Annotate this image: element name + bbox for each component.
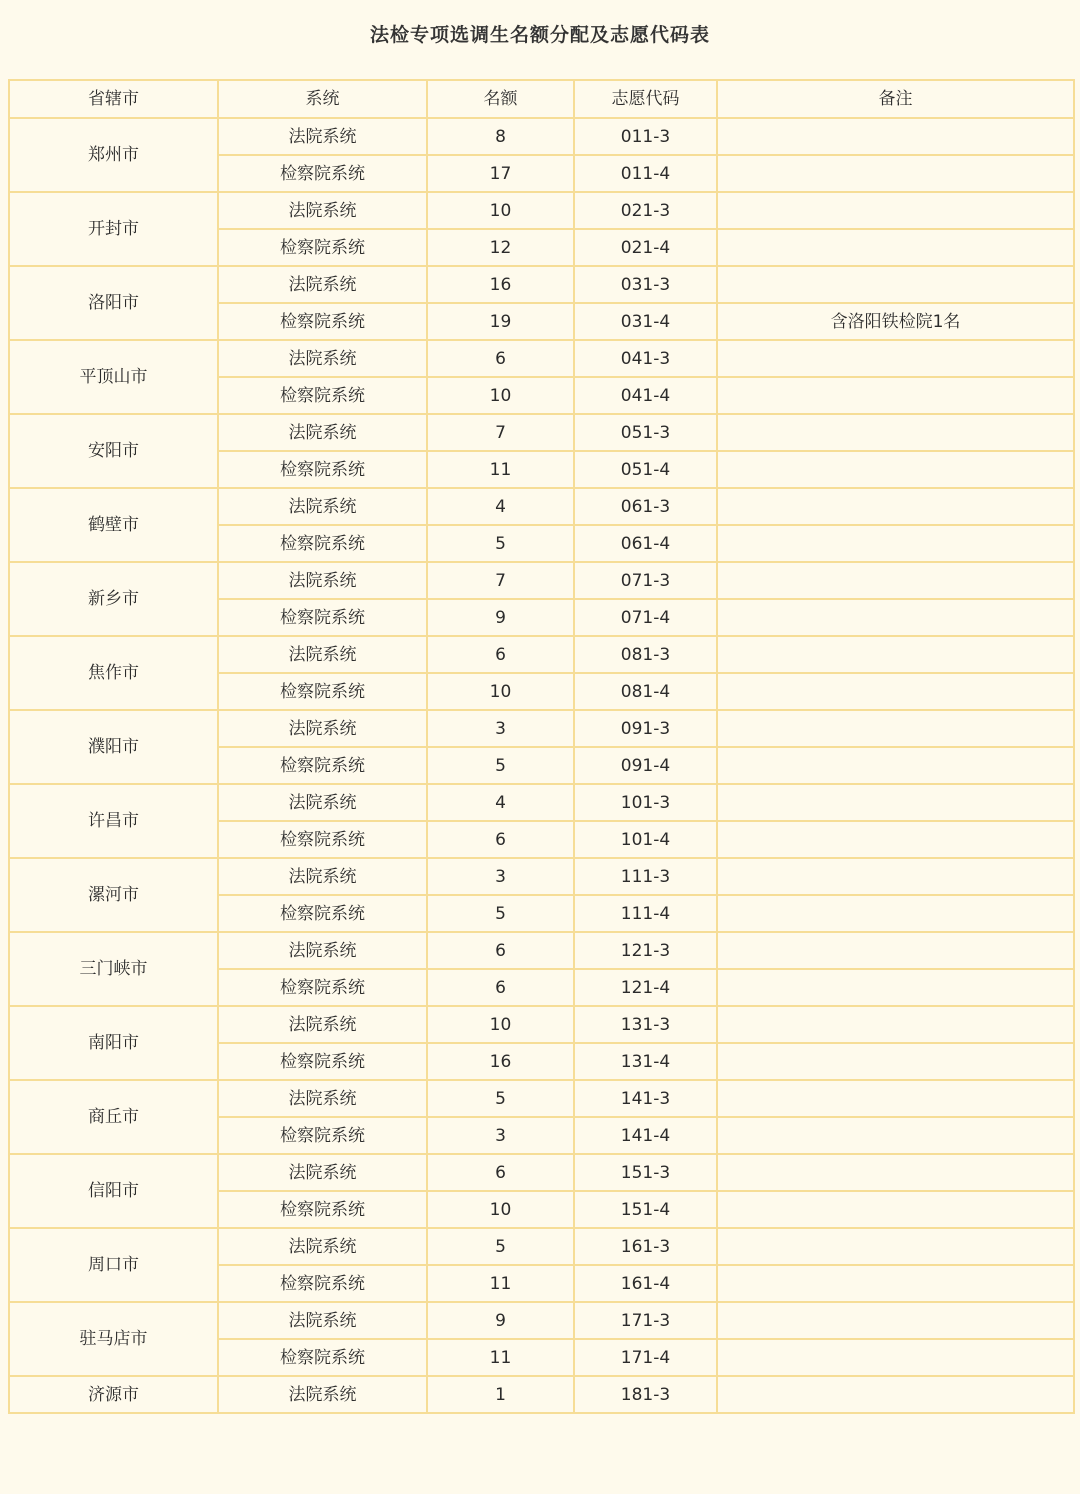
note-cell — [717, 340, 1074, 377]
quota-cell: 17 — [427, 155, 574, 192]
note-cell — [717, 1376, 1074, 1413]
note-cell — [717, 710, 1074, 747]
system-cell: 法院系统 — [218, 118, 427, 155]
quota-cell: 12 — [427, 229, 574, 266]
code-cell: 121-4 — [574, 969, 717, 1006]
table-row — [9, 1080, 1074, 1117]
system-cell: 法院系统 — [218, 784, 427, 821]
system-cell: 法院系统 — [218, 932, 427, 969]
code-cell: 031-3 — [574, 266, 717, 303]
quota-cell: 10 — [427, 377, 574, 414]
quota-cell: 8 — [427, 118, 574, 155]
city-cell: 济源市 — [9, 1376, 218, 1413]
quota-cell: 4 — [427, 784, 574, 821]
table-row — [9, 636, 1074, 673]
table-row — [9, 1154, 1074, 1191]
system-cell: 法院系统 — [218, 1376, 427, 1413]
system-cell: 检察院系统 — [218, 821, 427, 858]
quota-cell: 1 — [427, 1376, 574, 1413]
code-cell: 061-4 — [574, 525, 717, 562]
quota-cell: 5 — [427, 525, 574, 562]
header-city: 省辖市 — [9, 80, 218, 118]
note-cell — [717, 636, 1074, 673]
table-row — [9, 192, 1074, 229]
system-cell: 法院系统 — [218, 1006, 427, 1043]
system-cell: 检察院系统 — [218, 599, 427, 636]
quota-cell: 4 — [427, 488, 574, 525]
table-row — [9, 266, 1074, 303]
note-cell — [717, 377, 1074, 414]
quota-table — [8, 79, 1075, 1414]
system-cell: 法院系统 — [218, 562, 427, 599]
note-cell — [717, 747, 1074, 784]
note-cell: 含洛阳铁检院1名 — [717, 303, 1074, 340]
table-row — [9, 488, 1074, 525]
city-cell: 漯河市 — [9, 858, 218, 932]
code-cell: 121-3 — [574, 932, 717, 969]
code-cell: 021-3 — [574, 192, 717, 229]
note-cell — [717, 1191, 1074, 1228]
system-cell: 法院系统 — [218, 1080, 427, 1117]
header-code: 志愿代码 — [574, 80, 717, 118]
system-cell: 检察院系统 — [218, 747, 427, 784]
city-cell: 驻马店市 — [9, 1302, 218, 1376]
code-cell: 081-3 — [574, 636, 717, 673]
system-cell: 法院系统 — [218, 266, 427, 303]
code-cell: 161-4 — [574, 1265, 717, 1302]
quota-cell: 7 — [427, 414, 574, 451]
system-cell: 检察院系统 — [218, 1339, 427, 1376]
system-cell: 检察院系统 — [218, 969, 427, 1006]
code-cell: 151-3 — [574, 1154, 717, 1191]
note-cell — [717, 488, 1074, 525]
code-cell: 011-3 — [574, 118, 717, 155]
system-cell: 检察院系统 — [218, 377, 427, 414]
quota-cell: 5 — [427, 895, 574, 932]
system-cell: 检察院系统 — [218, 895, 427, 932]
code-cell: 091-3 — [574, 710, 717, 747]
quota-cell: 9 — [427, 1302, 574, 1339]
header-quota: 名额 — [427, 80, 574, 118]
city-cell: 周口市 — [9, 1228, 218, 1302]
system-cell: 法院系统 — [218, 858, 427, 895]
header-row — [9, 80, 1074, 118]
city-cell: 许昌市 — [9, 784, 218, 858]
quota-cell: 16 — [427, 266, 574, 303]
system-cell: 法院系统 — [218, 488, 427, 525]
note-cell — [717, 1265, 1074, 1302]
note-cell — [717, 1043, 1074, 1080]
system-cell: 检察院系统 — [218, 1191, 427, 1228]
quota-cell: 3 — [427, 858, 574, 895]
system-cell: 法院系统 — [218, 1302, 427, 1339]
city-cell: 焦作市 — [9, 636, 218, 710]
city-cell: 信阳市 — [9, 1154, 218, 1228]
code-cell: 131-3 — [574, 1006, 717, 1043]
note-cell — [717, 1154, 1074, 1191]
note-cell — [717, 155, 1074, 192]
quota-cell: 6 — [427, 340, 574, 377]
quota-cell: 10 — [427, 1191, 574, 1228]
city-cell: 洛阳市 — [9, 266, 218, 340]
system-cell: 法院系统 — [218, 414, 427, 451]
quota-cell: 5 — [427, 1080, 574, 1117]
note-cell — [717, 858, 1074, 895]
quota-cell: 6 — [427, 932, 574, 969]
code-cell: 141-4 — [574, 1117, 717, 1154]
table-row — [9, 1228, 1074, 1265]
table-row — [9, 1376, 1074, 1413]
note-cell — [717, 192, 1074, 229]
table-row — [9, 562, 1074, 599]
code-cell: 101-4 — [574, 821, 717, 858]
quota-cell: 3 — [427, 1117, 574, 1154]
quota-cell: 11 — [427, 451, 574, 488]
quota-cell: 11 — [427, 1265, 574, 1302]
quota-cell: 5 — [427, 747, 574, 784]
code-cell: 051-4 — [574, 451, 717, 488]
code-cell: 051-3 — [574, 414, 717, 451]
system-cell: 检察院系统 — [218, 525, 427, 562]
note-cell — [717, 525, 1074, 562]
city-cell: 开封市 — [9, 192, 218, 266]
header-system: 系统 — [218, 80, 427, 118]
note-cell — [717, 1339, 1074, 1376]
code-cell: 071-4 — [574, 599, 717, 636]
note-cell — [717, 1302, 1074, 1339]
note-cell — [717, 562, 1074, 599]
system-cell: 检察院系统 — [218, 1265, 427, 1302]
system-cell: 法院系统 — [218, 192, 427, 229]
table-row — [9, 1006, 1074, 1043]
quota-cell: 6 — [427, 636, 574, 673]
note-cell — [717, 784, 1074, 821]
code-cell: 041-3 — [574, 340, 717, 377]
code-cell: 151-4 — [574, 1191, 717, 1228]
code-cell: 061-3 — [574, 488, 717, 525]
city-cell: 新乡市 — [9, 562, 218, 636]
note-cell — [717, 118, 1074, 155]
city-cell: 三门峡市 — [9, 932, 218, 1006]
code-cell: 141-3 — [574, 1080, 717, 1117]
quota-cell: 6 — [427, 821, 574, 858]
system-cell: 检察院系统 — [218, 1117, 427, 1154]
code-cell: 171-4 — [574, 1339, 717, 1376]
table-row — [9, 1302, 1074, 1339]
system-cell: 检察院系统 — [218, 673, 427, 710]
code-cell: 031-4 — [574, 303, 717, 340]
code-cell: 071-3 — [574, 562, 717, 599]
quota-cell: 7 — [427, 562, 574, 599]
code-cell: 081-4 — [574, 673, 717, 710]
table-body — [9, 118, 1074, 1413]
code-cell: 101-3 — [574, 784, 717, 821]
system-cell: 检察院系统 — [218, 303, 427, 340]
code-cell: 021-4 — [574, 229, 717, 266]
code-cell: 011-4 — [574, 155, 717, 192]
system-cell: 检察院系统 — [218, 1043, 427, 1080]
note-cell — [717, 599, 1074, 636]
quota-cell: 9 — [427, 599, 574, 636]
note-cell — [717, 932, 1074, 969]
system-cell: 检察院系统 — [218, 451, 427, 488]
note-cell — [717, 1228, 1074, 1265]
table-row — [9, 784, 1074, 821]
city-cell: 商丘市 — [9, 1080, 218, 1154]
quota-cell: 19 — [427, 303, 574, 340]
code-cell: 181-3 — [574, 1376, 717, 1413]
quota-cell: 16 — [427, 1043, 574, 1080]
code-cell: 161-3 — [574, 1228, 717, 1265]
system-cell: 法院系统 — [218, 1154, 427, 1191]
quota-cell: 5 — [427, 1228, 574, 1265]
city-cell: 郑州市 — [9, 118, 218, 192]
system-cell: 法院系统 — [218, 1228, 427, 1265]
table-row — [9, 118, 1074, 155]
code-cell: 171-3 — [574, 1302, 717, 1339]
city-cell: 鹤壁市 — [9, 488, 218, 562]
code-cell: 111-3 — [574, 858, 717, 895]
quota-cell: 3 — [427, 710, 574, 747]
code-cell: 091-4 — [574, 747, 717, 784]
note-cell — [717, 1080, 1074, 1117]
note-cell — [717, 895, 1074, 932]
table-row — [9, 858, 1074, 895]
table-row — [9, 340, 1074, 377]
city-cell: 南阳市 — [9, 1006, 218, 1080]
code-cell: 131-4 — [574, 1043, 717, 1080]
city-cell: 安阳市 — [9, 414, 218, 488]
note-cell — [717, 1006, 1074, 1043]
system-cell: 法院系统 — [218, 340, 427, 377]
note-cell — [717, 414, 1074, 451]
system-cell: 检察院系统 — [218, 229, 427, 266]
system-cell: 法院系统 — [218, 710, 427, 747]
header-note: 备注 — [717, 80, 1074, 118]
quota-cell: 10 — [427, 673, 574, 710]
note-cell — [717, 1117, 1074, 1154]
system-cell: 检察院系统 — [218, 155, 427, 192]
note-cell — [717, 821, 1074, 858]
system-cell: 法院系统 — [218, 636, 427, 673]
quota-cell: 10 — [427, 192, 574, 229]
code-cell: 041-4 — [574, 377, 717, 414]
city-cell: 平顶山市 — [9, 340, 218, 414]
table-row — [9, 710, 1074, 747]
page-title: 法检专项选调生名额分配及志愿代码表 — [369, 24, 710, 46]
note-cell — [717, 451, 1074, 488]
table-header — [9, 80, 1074, 118]
table-row — [9, 932, 1074, 969]
city-cell: 濮阳市 — [9, 710, 218, 784]
quota-cell: 10 — [427, 1006, 574, 1043]
code-cell: 111-4 — [574, 895, 717, 932]
note-cell — [717, 969, 1074, 1006]
table-row — [9, 414, 1074, 451]
quota-cell: 11 — [427, 1339, 574, 1376]
quota-cell: 6 — [427, 1154, 574, 1191]
note-cell — [717, 673, 1074, 710]
note-cell — [717, 266, 1074, 303]
note-cell — [717, 229, 1074, 266]
quota-cell: 6 — [427, 969, 574, 1006]
